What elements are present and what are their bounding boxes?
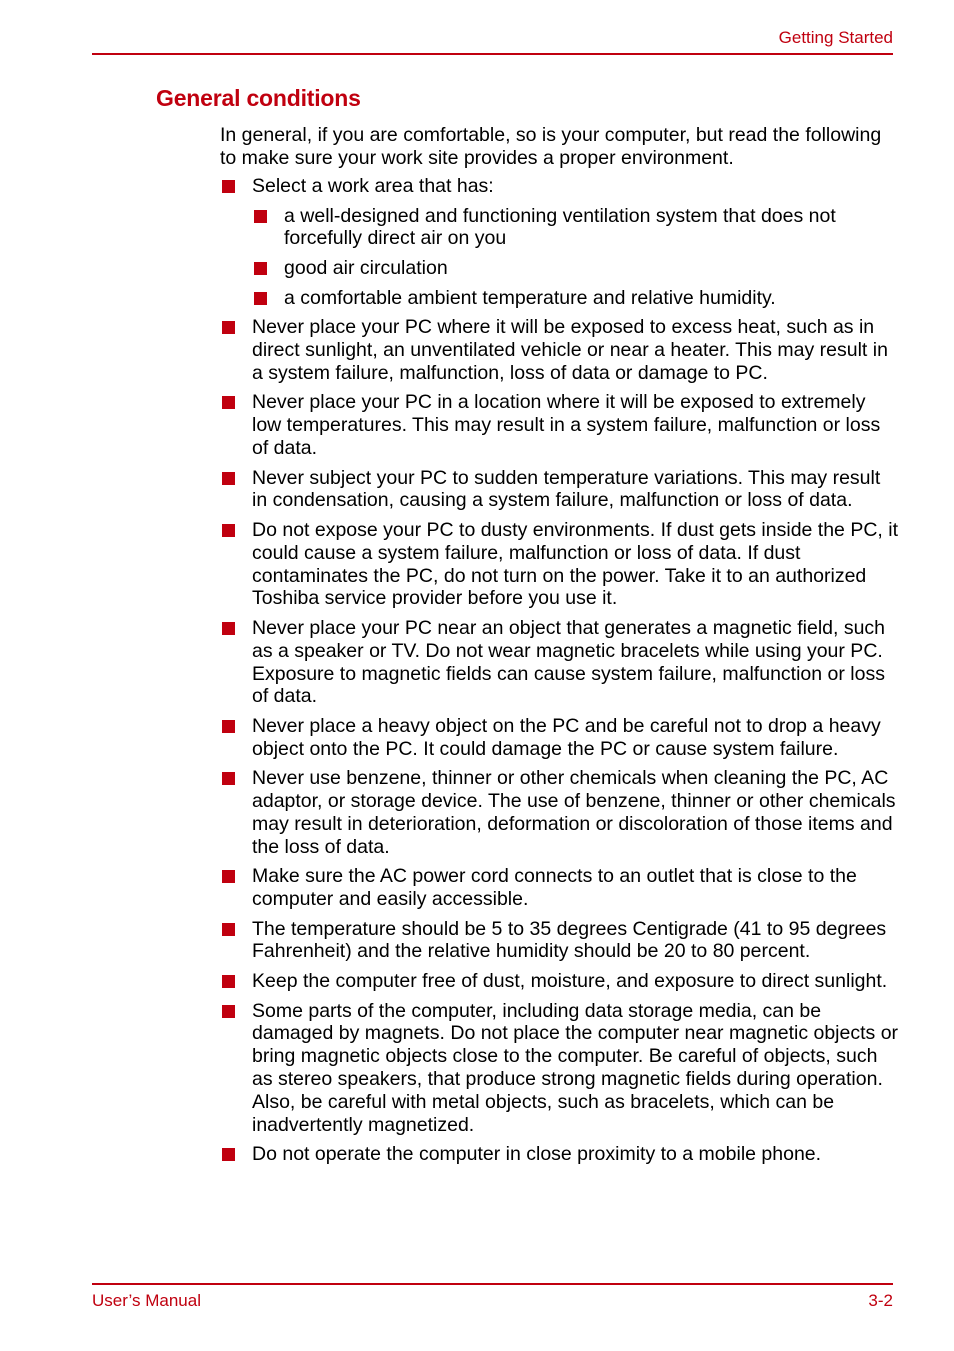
footer-manual-title: User’s Manual [92, 1291, 201, 1310]
list-item-text: Never place your PC in a location where it will be exposed to extremely low temperatures. This may result in a system failure, malfunction or loss of data. [252, 391, 881, 459]
list-item [220, 519, 900, 610]
square-bullet-icon [254, 210, 267, 223]
list-item-text: Do not expose your PC to dusty environments. If dust gets inside the PC, it could cause a system failure, malfunction or loss of data. If dust contaminates the PC, do not turn on the power. Take it to an authorized Toshiba service provider before you use it. [252, 518, 898, 610]
running-header: Getting Started [778, 28, 893, 47]
footer-rule [92, 1283, 893, 1285]
list-item-text: Never place a heavy object on the PC and be careful not to drop a heavy object onto the PC. It could damage the PC or cause system failure. [252, 714, 881, 760]
page-number: 3-2 [868, 1291, 893, 1310]
sub-bullet-list [252, 205, 900, 310]
list-item [220, 316, 900, 384]
list-item-text: Never place your PC where it will be exposed to excess heat, such as in direct sunlight, an unventilated vehicle or near a heater. This may result in a system failure, malfunction, loss of data or damage to PC. [252, 316, 888, 384]
list-item [220, 767, 900, 858]
square-bullet-icon [222, 975, 235, 988]
list-item-text: Do not operate the computer in close proximity to a mobile phone. [252, 1143, 822, 1166]
list-item [220, 1143, 900, 1166]
list-item [220, 467, 900, 513]
square-bullet-icon [222, 396, 235, 409]
square-bullet-icon [254, 292, 267, 305]
header-rule [92, 53, 893, 55]
list-item [220, 715, 900, 761]
sub-list-item [252, 205, 900, 251]
sub-list-item-text: a well-designed and functioning ventilation system that does not forcefully direct air on you [284, 204, 836, 250]
square-bullet-icon [222, 1148, 235, 1161]
square-bullet-icon [222, 720, 235, 733]
list-item-text: The temperature should be 5 to 35 degrees Centigrade (41 to 95 degrees Fahrenheit) and the relative humidity should be 20 to 80 percent. [252, 917, 887, 963]
sub-list-item-text: good air circulation [284, 256, 448, 279]
square-bullet-icon [222, 772, 235, 785]
list-item [220, 918, 900, 964]
square-bullet-icon [222, 321, 235, 334]
square-bullet-icon [222, 180, 235, 193]
square-bullet-icon [222, 870, 235, 883]
list-item [220, 970, 900, 993]
list-item-text: Keep the computer free of dust, moisture, and exposure to direct sunlight. [252, 970, 888, 993]
list-item-text: Some parts of the computer, including data storage media, can be damaged by magnets. Do not place the computer near magnetic objects or bring magnetic objects close to the computer. Be careful of objects, such as stereo speakers, that produce strong magnetic fields during operation. Also, be careful with metal objects, such as bracelets, which can be inadvertently magnetized. [252, 999, 899, 1136]
list-item-text: Select a work area that has: [252, 175, 494, 197]
square-bullet-icon [222, 923, 235, 936]
square-bullet-icon [222, 1005, 235, 1018]
sub-list-item-text: a comfortable ambient temperature and relative humidity. [284, 286, 776, 309]
list-item-text: Make sure the AC power cord connects to an outlet that is close to the computer and easily accessible. [252, 865, 857, 911]
list-item-text: Never place your PC near an object that generates a magnetic field, such as a speaker or TV. Do not wear magnetic bracelets while using your PC. Exposure to magnetic fields can cause system failure, malfunction or loss of data. [252, 616, 886, 708]
bullet-list [220, 175, 900, 1173]
list-item-text: Never subject your PC to sudden temperature variations. This may result in condensation, causing a system failure, malfunction or loss of data. [252, 466, 881, 512]
list-item [220, 865, 900, 911]
square-bullet-icon [222, 472, 235, 485]
sub-list-item [252, 257, 900, 280]
square-bullet-icon [222, 524, 235, 537]
intro-paragraph: In general, if you are comfortable, so is your computer, but read the following to make sure your work site provides a proper environment. [220, 124, 882, 169]
list-item [220, 391, 900, 459]
list-item [220, 175, 900, 309]
square-bullet-icon [222, 622, 235, 635]
square-bullet-icon [254, 262, 267, 275]
list-item [220, 1000, 900, 1137]
list-item [220, 617, 900, 708]
list-item-text: Never use benzene, thinner or other chemicals when cleaning the PC, AC adaptor, or storage device. The use of benzene, thinner or other chemicals may result in deterioration, deformation or discoloration of those items and the loss of data. [252, 767, 896, 858]
sub-list-item [252, 287, 900, 310]
section-title: General conditions [156, 85, 361, 111]
